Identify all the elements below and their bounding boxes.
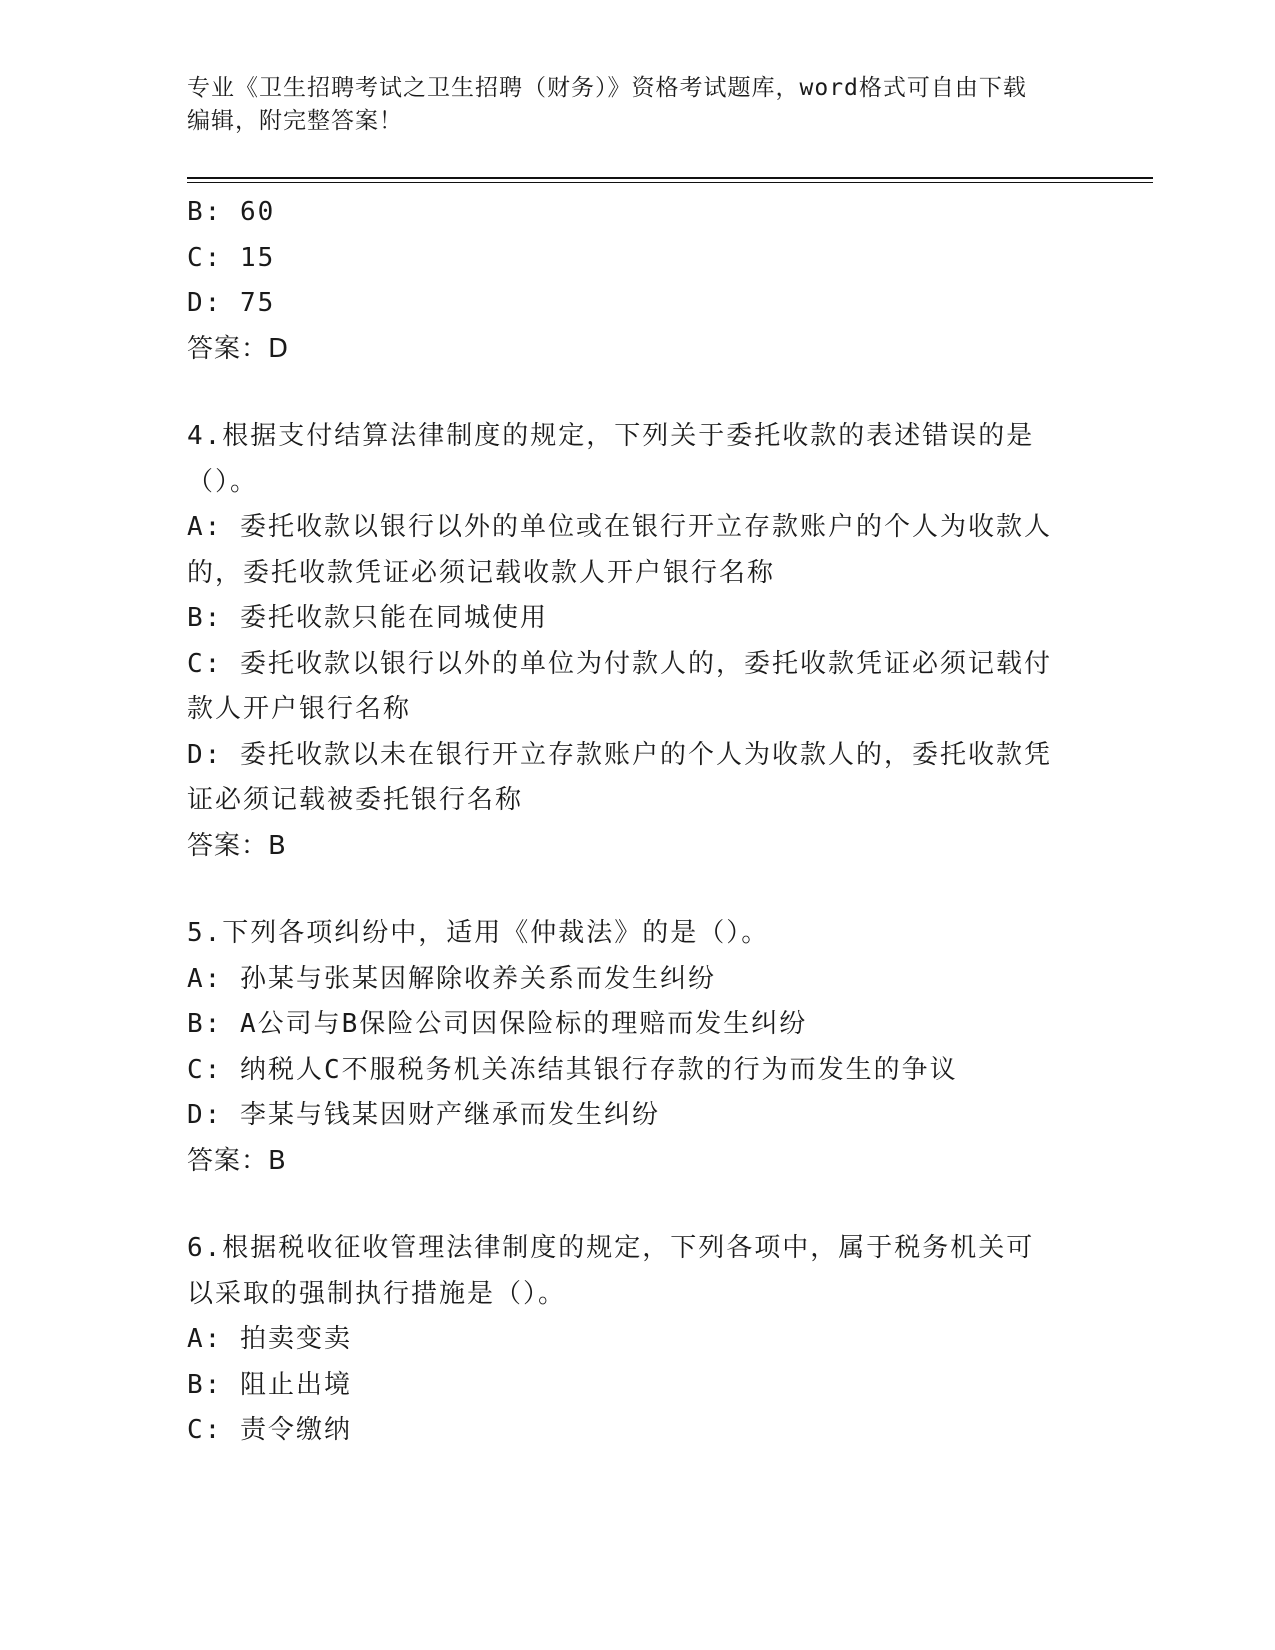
spacer [187, 869, 1087, 911]
option-d: D: 委托收款以未在银行开立存款账户的个人为收款人的，委托收款凭 [187, 739, 1052, 770]
question-stem-continued: 以采取的强制执行措施是（）。 [187, 1278, 567, 1309]
spacer [187, 372, 1087, 414]
option-c: C: 15 [187, 242, 276, 273]
question-content [187, 190, 1087, 1454]
spacer [187, 1184, 1087, 1226]
question-6-block [187, 1226, 1087, 1454]
option-a: A: 拍卖变卖 [187, 1324, 352, 1354]
header-line-2: 编辑，附完整答案！ [187, 108, 403, 134]
question-stem: 5.下列各项纠纷中，适用《仲裁法》的是（）。 [187, 918, 770, 948]
answer-line: 答案：B [187, 830, 287, 861]
option-b: B: A公司与B保险公司因保险标的理赔而发生纠纷 [187, 1009, 808, 1039]
header-divider-thick [187, 177, 1153, 179]
option-c-continued: 款人开户银行名称 [187, 694, 412, 724]
answer-line: 答案：B [187, 1145, 287, 1176]
option-a: A: 孙某与张某因解除收养关系而发生纠纷 [187, 963, 716, 994]
question-stem-continued: （）。 [187, 466, 259, 497]
question-stem: 4.根据支付结算法律制度的规定，下列关于委托收款的表述错误的是 [187, 421, 1035, 451]
option-d: D: 李某与钱某因财产继承而发生纠纷 [187, 1100, 660, 1130]
question-4-block [187, 414, 1087, 869]
option-b: B: 委托收款只能在同城使用 [187, 603, 548, 633]
option-b: B: 阻止出境 [187, 1369, 352, 1400]
option-a: A: 委托收款以银行以外的单位或在银行开立存款账户的个人为收款人 [187, 512, 1052, 542]
option-d: D: 75 [187, 288, 276, 318]
option-c: C: 责令缴纳 [187, 1415, 352, 1445]
header-divider-thin [187, 182, 1153, 183]
question-5-block [187, 911, 1087, 1184]
header-line-1: 专业《卫生招聘考试之卫生招聘（财务）》资格考试题库，word格式可自由下载 [187, 75, 1027, 101]
document-header [187, 72, 1067, 138]
option-c: C: 委托收款以银行以外的单位为付款人的，委托收款凭证必须记载付 [187, 648, 1052, 679]
option-d-continued: 证必须记载被委托银行名称 [187, 785, 524, 815]
question-3-block [187, 190, 1087, 372]
option-a-continued: 的，委托收款凭证必须记载收款人开户银行名称 [187, 557, 776, 588]
answer-line: 答案：D [187, 333, 290, 364]
question-stem: 6.根据税收征收管理法律制度的规定，下列各项中，属于税务机关可 [187, 1233, 1035, 1263]
option-c: C: 纳税人C不服税务机关冻结其银行存款的行为而发生的争议 [187, 1054, 958, 1085]
option-b: B: 60 [187, 197, 276, 227]
